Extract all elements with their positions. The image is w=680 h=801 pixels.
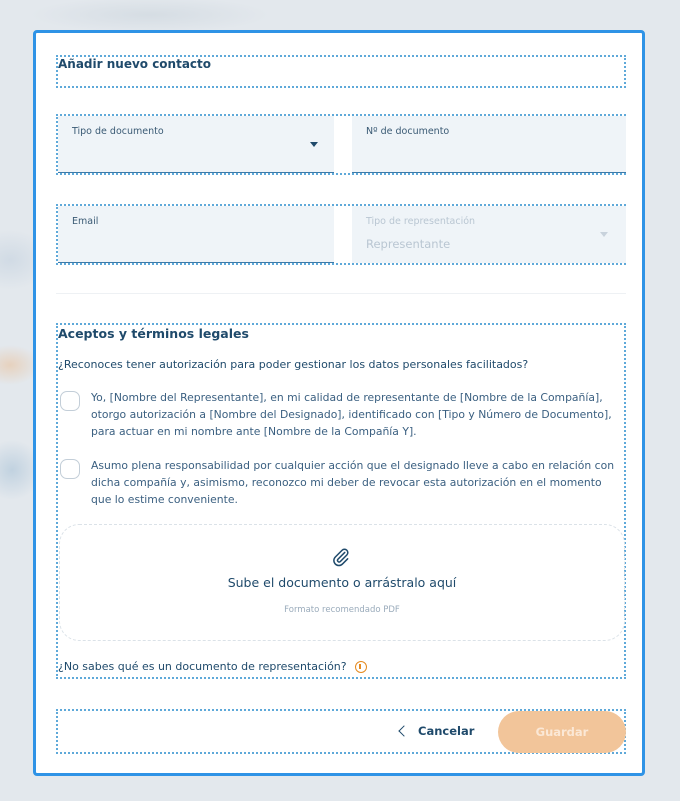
help-text: ¿No sabes qué es un documento de representación?	[58, 660, 347, 673]
file-dropzone[interactable]	[59, 524, 625, 641]
representation-type-label: Tipo de representación	[366, 216, 476, 227]
document-type-select[interactable]	[58, 116, 334, 173]
caret-down-icon	[600, 232, 608, 237]
legal-question: ¿Reconoces tener autorización para poder gestionar los datos personales facilitados?	[58, 358, 529, 371]
consent-checkbox-2[interactable]	[60, 459, 80, 479]
representation-type-select	[352, 206, 626, 263]
document-row	[56, 114, 626, 175]
info-icon[interactable]	[355, 661, 367, 673]
divider	[56, 293, 626, 294]
dropzone-hint: Formato recomendado PDF	[284, 605, 400, 615]
footer-actions	[56, 709, 626, 754]
representation-type-value: Representante	[366, 237, 451, 251]
consent-text-2: Asumo plena responsabilidad por cualquier acción que el designado lleve a cabo en relación con dicha compañía y, asimismo, reconozco mi deber de revocar esta autorización en el momento que lo estime conveniente.	[91, 459, 615, 506]
modal-title: Añadir nuevo contacto	[58, 57, 212, 71]
chevron-left-icon	[398, 725, 409, 736]
representation-help	[58, 660, 367, 673]
document-number-input[interactable]	[352, 116, 626, 173]
email-label: Email	[72, 216, 99, 227]
legal-section	[56, 323, 626, 679]
email-input[interactable]	[58, 206, 334, 263]
paperclip-icon	[331, 547, 351, 567]
cancel-label: Cancelar	[418, 724, 475, 738]
caret-down-icon	[310, 142, 318, 147]
add-contact-modal	[33, 30, 645, 776]
legal-title: Aceptos y términos legales	[58, 326, 249, 341]
consent-checkbox-1[interactable]	[60, 391, 80, 411]
document-number-label: Nº de documento	[366, 126, 450, 137]
title-container	[56, 55, 626, 88]
consent-text-1: Yo, [Nombre del Representante], en mi calidad de representante de [Nombre de la Compañía], otorgo autorización a [Nombre del Designado], identificado con [Tipo y Número de Documento], para actuar en mi nombre ante [Nombre de la Compañía Y].	[91, 391, 612, 438]
document-type-label: Tipo de documento	[72, 126, 164, 137]
cancel-button[interactable]	[400, 724, 474, 738]
contact-row	[56, 204, 626, 265]
dropzone-title: Sube el documento o arrástralo aquí	[227, 575, 457, 590]
save-button[interactable]: Guardar	[498, 711, 626, 753]
